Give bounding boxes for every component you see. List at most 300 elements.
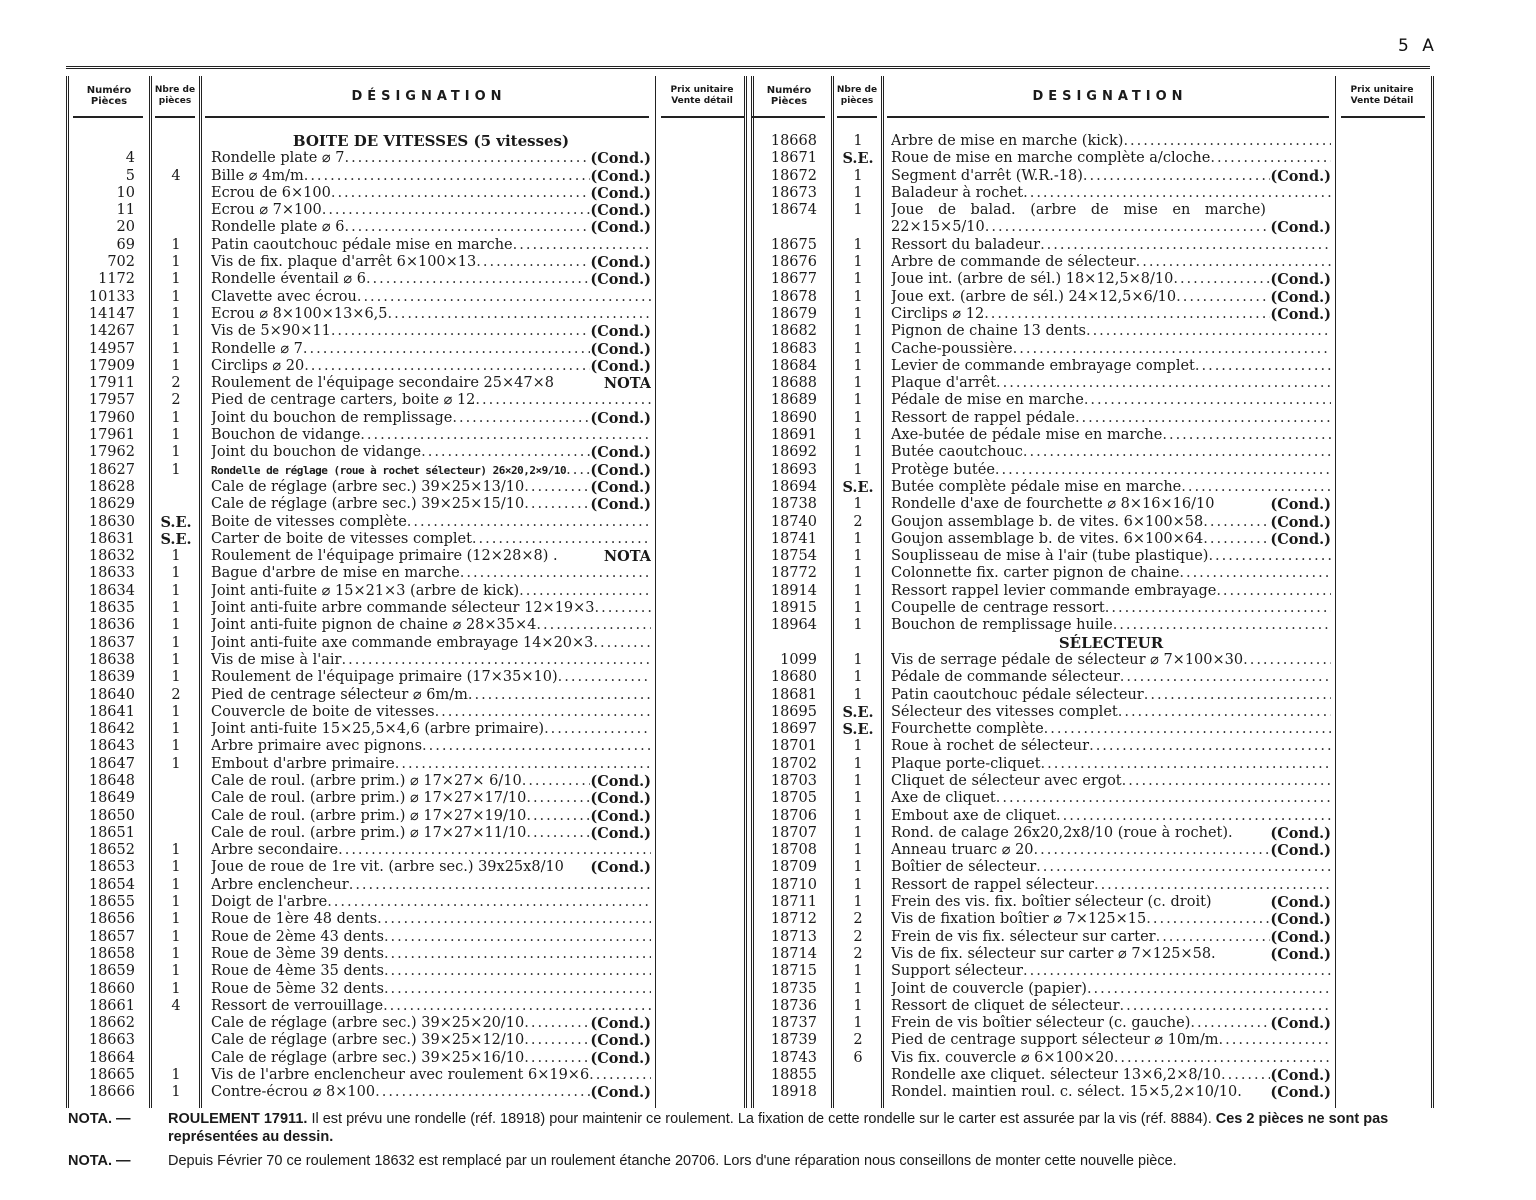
part-quantity: 1 (853, 271, 863, 288)
part-quantity: 1 (853, 617, 863, 634)
part-number: 1172 (98, 271, 135, 288)
part-designation (211, 323, 651, 340)
dot-leader (519, 583, 651, 600)
part-quantity: 1 (853, 167, 863, 184)
part-quantity: 1 (853, 600, 863, 617)
part-number: 18855 (770, 1067, 817, 1084)
part-designation (211, 963, 651, 980)
part-designation (211, 531, 651, 548)
part-number: 18708 (770, 842, 817, 859)
part-designation (211, 375, 651, 392)
part-designation (891, 392, 1331, 409)
dot-leader (304, 358, 590, 375)
part-row (747, 600, 1431, 617)
part-row (69, 496, 751, 513)
part-row (747, 202, 1431, 219)
part-number: 18691 (770, 427, 817, 444)
designation-text: Rondelle plate ⌀ 6 (211, 219, 345, 236)
part-designation (211, 341, 651, 358)
part-quantity: 1 (171, 738, 181, 755)
dot-leader (349, 877, 651, 894)
dot-leader (388, 306, 651, 323)
dot-leader (1181, 479, 1331, 496)
part-row (747, 825, 1431, 842)
designation-text: Sélecteur des vitesses complet (891, 703, 1118, 720)
part-designation (211, 271, 651, 288)
part-quantity: 1 (171, 548, 181, 565)
designation-text: Ressort de cliquet de sélecteur (891, 997, 1120, 1014)
header-rule (1341, 116, 1425, 118)
part-row (69, 635, 751, 652)
part-quantity: 1 (171, 651, 181, 668)
part-row (747, 168, 1431, 185)
part-designation (211, 687, 651, 704)
part-row (69, 842, 751, 859)
part-number: 17911 (88, 375, 135, 392)
designation-text: Butée caoutchouc (891, 444, 1023, 461)
part-designation (211, 825, 651, 842)
part-row (747, 514, 1431, 531)
header-rule (155, 116, 195, 118)
part-number: 18712 (770, 911, 817, 928)
spacer (1298, 202, 1331, 219)
part-designation (211, 756, 651, 773)
dot-leader (526, 808, 590, 825)
dot-leader (331, 323, 591, 340)
part-quantity: S.E. (160, 513, 192, 531)
part-row (69, 444, 751, 461)
part-designation (891, 462, 1331, 479)
part-quantity: 1 (853, 184, 863, 201)
part-quantity: 1 (853, 980, 863, 997)
dot-leader (1075, 410, 1331, 427)
dot-leader (1105, 600, 1331, 617)
part-designation (211, 998, 651, 1015)
part-row (747, 548, 1431, 565)
dot-leader (377, 911, 651, 928)
part-row (747, 289, 1431, 306)
part-designation (891, 963, 1331, 980)
part-designation (891, 652, 1331, 669)
designation-text: Goujon assemblage b. de vites. 6×100×58 (891, 513, 1204, 530)
part-quantity: 1 (853, 894, 863, 911)
designation-text: Baladeur à rochet (891, 184, 1024, 201)
part-number: 18706 (770, 807, 817, 824)
part-designation (891, 738, 1331, 755)
dot-leader (544, 721, 651, 738)
part-designation (891, 271, 1331, 288)
part-quantity: 1 (853, 963, 863, 980)
part-designation (891, 756, 1331, 773)
part-row (747, 687, 1431, 704)
designation-text: Rondelle d'axe de fourchette ⌀ 8×16×16/10 (891, 496, 1215, 513)
designation-text: Rondelle axe cliquet. sélecteur 13×6,2×8/10 (891, 1067, 1221, 1084)
header-rule (73, 116, 143, 118)
dot-leader (558, 669, 651, 686)
dot-leader (452, 410, 590, 427)
part-number: 18650 (88, 807, 135, 824)
designation-suffix: (Cond.) (590, 167, 651, 185)
part-row (69, 721, 751, 738)
designation-suffix: (Cond.) (1270, 271, 1331, 289)
designation-text: Pied de centrage support sélecteur ⌀ 10m/m (891, 1032, 1219, 1049)
part-row (69, 946, 751, 963)
dot-leader (1013, 341, 1331, 358)
part-quantity: 1 (171, 323, 181, 340)
part-designation (211, 721, 651, 738)
part-designation (891, 790, 1331, 807)
part-designation (891, 669, 1331, 686)
designation-text: Bouchon de vidange (211, 427, 361, 444)
part-quantity: 1 (853, 824, 863, 841)
spacer (1214, 496, 1270, 513)
designation-text: Levier de commande embrayage complet (891, 357, 1195, 374)
header-prix (1337, 76, 1427, 116)
part-designation (211, 1032, 651, 1049)
designation-text: Roulement de l'équipage primaire (17×35×10) (211, 669, 558, 686)
part-designation (891, 1015, 1331, 1032)
designation-text: Ecrou ⌀ 7×100 (211, 202, 322, 219)
dot-leader (589, 1067, 651, 1084)
designation-suffix: (Cond.) (590, 340, 651, 358)
part-number: 4 (125, 150, 135, 167)
part-quantity: 1 (853, 202, 863, 219)
part-row (69, 911, 751, 928)
part-quantity: 1 (171, 444, 181, 461)
part-designation (211, 479, 651, 496)
dot-leader (304, 168, 591, 185)
part-number: 18636 (88, 617, 135, 634)
designation-suffix: (Cond.) (590, 496, 651, 514)
part-number: 18964 (770, 617, 817, 634)
designation-suffix: (Cond.) (590, 219, 651, 237)
designation-text: Roue de 2ème 43 dents (211, 928, 384, 945)
part-designation (211, 254, 651, 271)
part-designation (891, 1067, 1331, 1084)
part-number: 18736 (770, 997, 817, 1014)
dot-leader (422, 738, 651, 755)
designation-text: Plaque d'arrêt (891, 375, 997, 392)
designation-text: Ressort du baladeur (891, 236, 1041, 253)
dot-leader (1210, 150, 1331, 167)
part-row (69, 392, 751, 409)
part-number: 18662 (88, 1015, 135, 1032)
part-row (69, 323, 751, 340)
part-designation (891, 219, 1331, 236)
part-quantity: 1 (853, 133, 863, 149)
designation-suffix: (Cond.) (590, 444, 651, 462)
designation-text: Arbre primaire avec pignons (211, 738, 423, 755)
designation-text: Boite de vitesses complète (211, 513, 407, 530)
part-designation (891, 600, 1331, 617)
header-nbre (151, 76, 199, 116)
part-number: 18652 (88, 842, 135, 859)
dot-leader (1044, 721, 1331, 738)
part-row (69, 929, 751, 946)
part-row (747, 306, 1431, 323)
part-quantity: 1 (853, 357, 863, 374)
designation-text: Roue de mise en marche complète a/cloche (891, 150, 1211, 167)
spacer (1242, 1084, 1270, 1101)
part-number: 18739 (770, 1032, 817, 1049)
dot-leader (1084, 392, 1331, 409)
part-number: 18683 (770, 340, 817, 357)
footnote-text: Il est prévu une rondelle (réf. 18918) pour maintenir ce roulement. La fixation de cette rondelle sur le carter est assurée par la vis (réf. 8884). (307, 1111, 1216, 1127)
part-number: 18666 (88, 1084, 135, 1101)
part-quantity: 1 (853, 686, 863, 703)
designation-text: Arbre de mise en marche (kick) (891, 133, 1124, 149)
footnote-label: NOTA. — (68, 1153, 131, 1169)
part-quantity: 1 (171, 945, 181, 962)
designation-text: Fourchette complète (891, 721, 1044, 738)
part-number: 18629 (88, 496, 135, 513)
part-designation (211, 289, 651, 306)
part-quantity: 1 (171, 236, 181, 253)
part-number: 18693 (770, 461, 817, 478)
designation-text: Rond. de calage 26x20,2x8/10 (roue à rochet). (891, 824, 1233, 841)
designation-suffix: (Cond.) (590, 461, 651, 479)
part-quantity: 1 (171, 288, 181, 305)
designation-text: Circlips ⌀ 20 (211, 357, 305, 374)
header-designation: DÉSIGNATION (351, 88, 507, 104)
spacer (1212, 894, 1271, 911)
part-row (69, 1032, 751, 1049)
dot-leader (1243, 652, 1331, 669)
part-designation (211, 738, 651, 755)
part-row (69, 1084, 751, 1101)
dot-leader (1113, 617, 1331, 634)
designation-text: Roulement de l'équipage secondaire 25×47×8 (211, 375, 554, 392)
part-quantity: 1 (853, 738, 863, 755)
dot-leader (357, 289, 651, 306)
spacer (1216, 946, 1271, 963)
part-row (69, 1050, 751, 1067)
part-quantity: 1 (171, 565, 181, 582)
spacer (554, 375, 604, 392)
dot-leader (1144, 687, 1331, 704)
spacer (1233, 825, 1271, 842)
dot-leader (522, 773, 591, 790)
part-number: 18642 (88, 721, 135, 738)
part-number: 18635 (88, 600, 135, 617)
part-quantity: 1 (853, 755, 863, 772)
part-number: 18702 (770, 755, 817, 772)
part-row (747, 738, 1431, 755)
part-designation (891, 704, 1331, 721)
designation-suffix: (Cond.) (590, 790, 651, 808)
part-quantity: 4 (171, 167, 181, 184)
part-quantity: 1 (171, 634, 181, 651)
designation-text: Goujon assemblage b. de vites. 6×100×64 (891, 530, 1204, 547)
page-number: 5 A (1398, 36, 1438, 56)
part-quantity: 1 (171, 755, 181, 772)
part-row (69, 669, 751, 686)
part-number: 18654 (88, 876, 135, 893)
part-number: 18677 (770, 271, 817, 288)
designation-suffix: (Cond.) (590, 478, 651, 496)
designation-suffix: (Cond.) (1270, 167, 1331, 185)
part-number: 1099 (780, 651, 817, 668)
designation-text: Joint du bouchon de vidange (211, 444, 422, 461)
part-designation (211, 929, 651, 946)
header-numero (747, 76, 831, 116)
part-quantity: 1 (853, 548, 863, 565)
part-designation (211, 410, 651, 427)
dot-leader (513, 237, 651, 254)
part-quantity: 1 (171, 911, 181, 928)
dot-leader (595, 600, 651, 617)
part-number: 18674 (770, 202, 817, 219)
designation-text: Carter de boite de vitesses complet (211, 530, 472, 547)
part-designation (211, 617, 651, 634)
part-quantity: 2 (853, 911, 863, 928)
dot-leader (421, 444, 590, 461)
part-number: 18664 (88, 1049, 135, 1066)
dot-leader (536, 617, 651, 634)
part-quantity: 1 (853, 375, 863, 392)
designation-text: Arbre de commande de sélecteur (891, 254, 1136, 271)
designation-text: Anneau truarc ⌀ 20 (891, 842, 1034, 859)
part-number: 18651 (88, 824, 135, 841)
part-designation (891, 565, 1331, 582)
part-designation (891, 981, 1331, 998)
part-designation (891, 375, 1331, 392)
part-quantity: 1 (853, 997, 863, 1014)
dot-leader (1087, 981, 1331, 998)
part-designation (211, 427, 651, 444)
part-row (69, 981, 751, 998)
header-prix-line1: Prix unitaire (670, 85, 734, 95)
part-designation (211, 583, 651, 600)
dot-leader (1041, 756, 1331, 773)
part-row (69, 548, 751, 565)
designation-text: Vis de fix. plaque d'arrêt 6×100×13 (211, 254, 477, 271)
part-quantity: 1 (853, 790, 863, 807)
part-designation (891, 859, 1331, 876)
designation-text: Joint anti-fuite axe commande embrayage 14×20×3 (211, 634, 594, 651)
part-designation (891, 133, 1331, 150)
part-row (747, 998, 1431, 1015)
designation-text: Roulement de l'équipage primaire (12×28×8) . (211, 548, 558, 565)
dot-leader (1023, 963, 1331, 980)
footnotes (68, 1110, 1438, 1176)
dot-leader (1219, 1032, 1331, 1049)
part-quantity: 1 (853, 772, 863, 789)
dot-leader (375, 1084, 590, 1101)
part-designation (891, 825, 1331, 842)
part-row (747, 946, 1431, 963)
designation-text: Cliquet de sélecteur avec ergot (891, 772, 1122, 789)
designation-text: Frein de vis fix. sélecteur sur carter (891, 928, 1156, 945)
part-row (747, 894, 1431, 911)
part-designation (211, 237, 651, 254)
footnote-bold-lead: ROULEMENT 17911. (168, 1111, 308, 1127)
part-quantity: 1 (853, 427, 863, 444)
part-quantity: 1 (853, 444, 863, 461)
dot-leader (1023, 444, 1331, 461)
part-designation (891, 254, 1331, 271)
part-row (69, 687, 751, 704)
part-number: 14957 (88, 340, 135, 357)
part-number: 18915 (770, 600, 817, 617)
dot-leader (1208, 548, 1331, 565)
section-heading-row (747, 635, 1431, 652)
part-row (69, 410, 751, 427)
part-row (747, 652, 1431, 669)
part-number: 18638 (88, 651, 135, 668)
part-quantity: 1 (853, 876, 863, 893)
designation-text: Joint du bouchon de remplissage (211, 409, 453, 426)
part-number: 14147 (88, 305, 135, 322)
part-number: 18681 (770, 686, 817, 703)
part-quantity: 1 (171, 894, 181, 911)
part-number: 18684 (770, 357, 817, 374)
part-quantity: S.E. (842, 721, 874, 739)
part-number: 18659 (88, 963, 135, 980)
part-designation (211, 150, 651, 167)
designation-text: Patin caoutchouc pédale mise en marche (211, 236, 513, 253)
dot-leader (1089, 738, 1331, 755)
designation-text: Joint anti-fuite pignon de chaine ⌀ 28×35×4 (211, 617, 537, 634)
part-quantity: 6 (853, 1049, 863, 1066)
part-number: 18690 (770, 409, 817, 426)
designation-text: Ressort de rappel sélecteur (891, 876, 1094, 893)
part-number: 18632 (88, 548, 135, 565)
part-designation (211, 981, 651, 998)
dot-leader (1203, 514, 1270, 531)
designation-suffix: (Cond.) (590, 1015, 651, 1033)
part-row (747, 410, 1431, 427)
part-number: 18633 (88, 565, 135, 582)
dot-leader (322, 202, 591, 219)
part-quantity: 1 (853, 392, 863, 409)
part-number: 10 (116, 184, 135, 201)
part-quantity: 1 (171, 600, 181, 617)
dot-leader (384, 929, 651, 946)
part-designation (891, 202, 1331, 219)
part-row (747, 842, 1431, 859)
part-designation (211, 168, 651, 185)
designation-text: 22×15×5/10 (891, 219, 985, 236)
part-quantity: 2 (853, 1032, 863, 1049)
part-designation (211, 877, 651, 894)
part-row (747, 462, 1431, 479)
designation-text: Pédale de mise en marche (891, 392, 1084, 409)
part-number: 18678 (770, 288, 817, 305)
part-row (69, 514, 751, 531)
part-designation (211, 773, 651, 790)
designation-text: Roue de 1ère 48 dents (211, 911, 378, 928)
part-designation (891, 531, 1331, 548)
section-title: SÉLECTEUR (1058, 633, 1164, 652)
section-heading-row (69, 133, 751, 150)
part-designation (211, 635, 651, 652)
dot-leader (984, 306, 1270, 323)
dot-leader (407, 514, 651, 531)
part-quantity: 4 (171, 997, 181, 1014)
part-row (69, 998, 751, 1015)
designation-text: Arbre secondaire (211, 842, 339, 859)
part-number: 18710 (770, 876, 817, 893)
dot-leader (524, 1032, 590, 1049)
designation-text: Roue à rochet de sélecteur (891, 738, 1090, 755)
section-title: BOITE DE VITESSES (5 vitesses) (292, 132, 570, 150)
designation-text: Cale de réglage (arbre sec.) 39×25×13/10 (211, 478, 525, 495)
designation-text: Vis fix. couvercle ⌀ 6×100×20 (891, 1049, 1114, 1066)
part-number: 18682 (770, 323, 817, 340)
part-row (69, 808, 751, 825)
part-designation (891, 358, 1331, 375)
